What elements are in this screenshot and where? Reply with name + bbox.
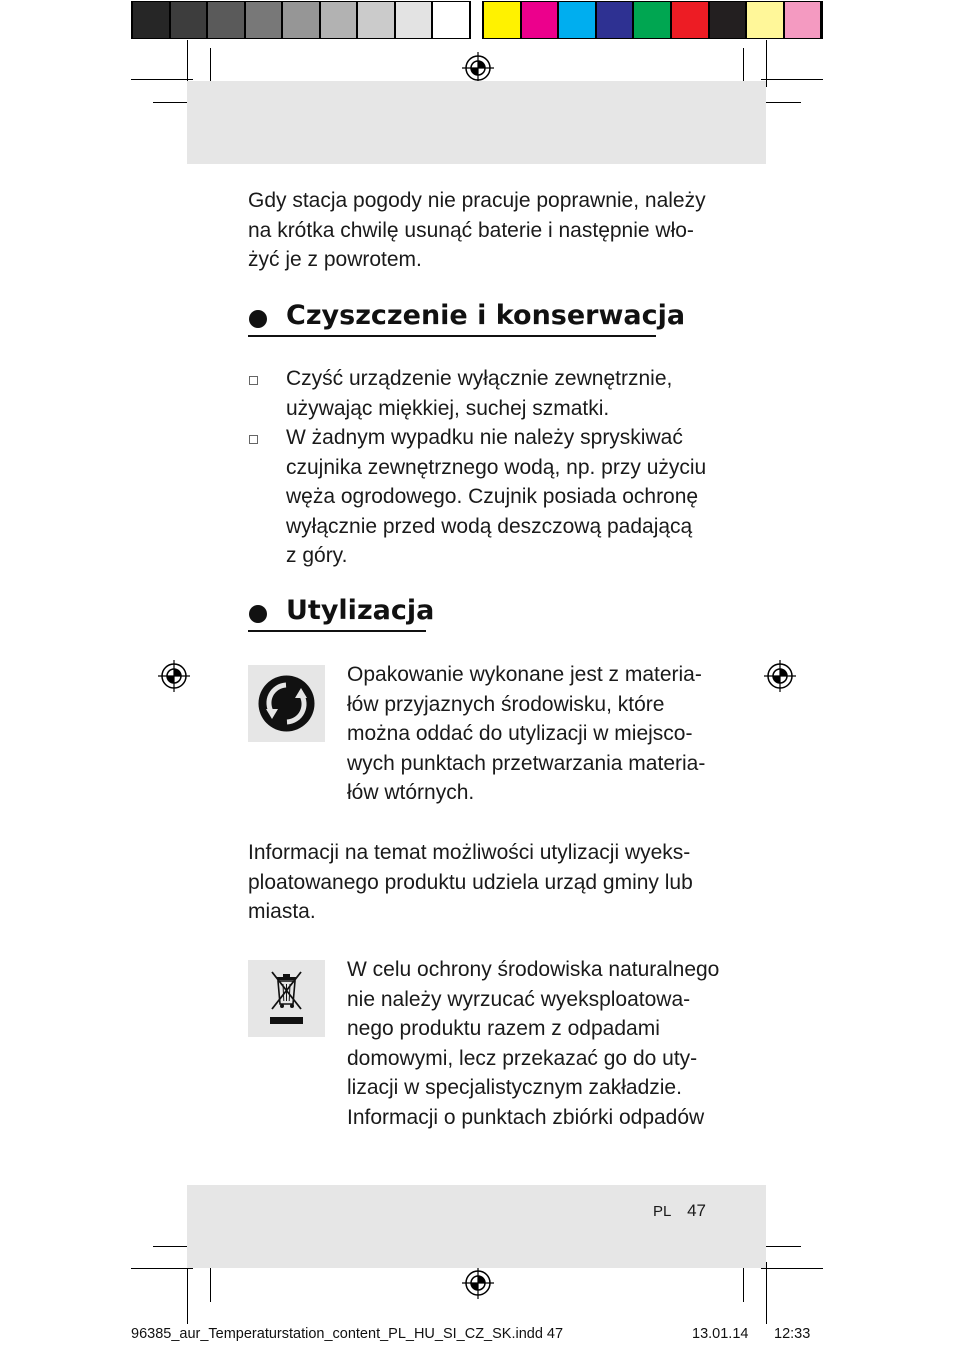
intro-paragraph <box>248 186 706 275</box>
text-line: wych punktach przetwarzania materia- <box>347 751 706 775</box>
text-line: nego produktu razem z odpadami <box>347 1017 660 1041</box>
heading-underline <box>248 630 426 632</box>
registration-mark-icon <box>462 52 494 84</box>
text-line: miasta. <box>248 900 316 924</box>
text-line: nie należy wyrzucać wyeksploatowa- <box>347 987 691 1011</box>
list-item <box>286 423 706 571</box>
text-line: ploatowanego produktu udziela urząd gminy lub <box>248 870 693 894</box>
text-line: używając miękkiej, suchej szmatki. <box>286 396 610 420</box>
heading-underline <box>248 335 656 337</box>
slug-time: 12:33 <box>774 1326 811 1342</box>
text-line: Czyść urządzenie wyłącznie zewnętrznie, <box>286 367 673 390</box>
weee-paragraph <box>347 955 719 1133</box>
color-swatch <box>522 2 558 38</box>
gray-swatch <box>358 2 394 38</box>
text-line: Gdy stacja pogody nie pracuje poprawnie, należy <box>248 189 706 212</box>
gray-swatch <box>433 2 469 38</box>
slug-filename: 96385_aur_Temperaturstation_content_PL_HU_SI_CZ_SK.indd 47 <box>131 1326 564 1342</box>
color-swatch <box>559 2 595 38</box>
text-line: łów wtórnych. <box>347 781 475 805</box>
gray-swatch <box>321 2 357 38</box>
footer-band <box>187 1185 766 1268</box>
text-line: wyłącznie przed wodą deszczową padającą <box>286 514 693 538</box>
text-line: czujnika zewnętrznego wodą, np. przy użyciu <box>286 455 707 479</box>
page-footer <box>653 1201 706 1221</box>
gray-swatch <box>208 2 244 38</box>
color-swatch <box>672 2 708 38</box>
text-line: Informacji na temat możliwości utylizacji wyeks- <box>248 841 691 864</box>
color-swatch <box>597 2 633 38</box>
gray-swatch <box>283 2 319 38</box>
gray-swatch <box>171 2 207 38</box>
slug-date: 13.01.14 <box>692 1326 749 1342</box>
color-swatch <box>785 2 821 38</box>
crossed-out-bin-icon <box>248 960 325 1037</box>
text-line: żyć je z powrotem. <box>248 248 422 272</box>
text-line: Opakowanie wykonane jest z materia- <box>347 663 702 686</box>
text-line: łów przyjaznych środowisku, które <box>347 692 665 716</box>
page-number: 47 <box>687 1201 707 1220</box>
language-code: PL <box>653 1203 672 1220</box>
text-line: W żadnym wypadku nie należy spryskiwać <box>286 426 683 449</box>
gray-swatch <box>133 2 169 38</box>
registration-mark-icon <box>462 1267 494 1299</box>
text-line: można oddać do utylizacji w miejsco- <box>347 722 693 746</box>
list-bullet-icon <box>249 435 258 444</box>
color-swatch <box>484 2 520 38</box>
disposal-info-paragraph <box>248 838 693 927</box>
text-line: węża ogrodowego. Czujnik posiada ochronę <box>286 485 699 509</box>
color-swatch <box>634 2 670 38</box>
header-band <box>187 81 766 164</box>
section-heading-disposal: Utylizacja <box>286 595 435 626</box>
gray-swatch <box>396 2 432 38</box>
text-line: lizacji w specjalistycznym zakładzie. <box>347 1076 682 1100</box>
text-line: Informacji o punktach zbiórki odpadów <box>347 1105 705 1129</box>
color-swatch <box>710 2 746 38</box>
heading-bullet-icon <box>249 310 267 328</box>
green-dot-recycling-icon <box>248 665 325 742</box>
color-swatch <box>747 2 783 38</box>
registration-mark-icon <box>764 660 796 692</box>
list-bullet-icon <box>249 376 258 385</box>
text-line: na krótka chwilę usunąć baterie i następnie wło- <box>248 218 694 242</box>
registration-mark-icon <box>158 660 190 692</box>
text-line: z góry. <box>286 544 348 568</box>
recycling-paragraph <box>347 660 705 808</box>
text-line: W celu ochrony środowiska naturalnego <box>347 958 720 981</box>
heading-bullet-icon <box>249 605 267 623</box>
list-item <box>286 364 672 423</box>
section-heading-cleaning: Czyszczenie i konserwacja <box>286 300 686 331</box>
gray-swatch <box>246 2 282 38</box>
text-line: domowymi, lecz przekazać go do uty- <box>347 1046 698 1070</box>
